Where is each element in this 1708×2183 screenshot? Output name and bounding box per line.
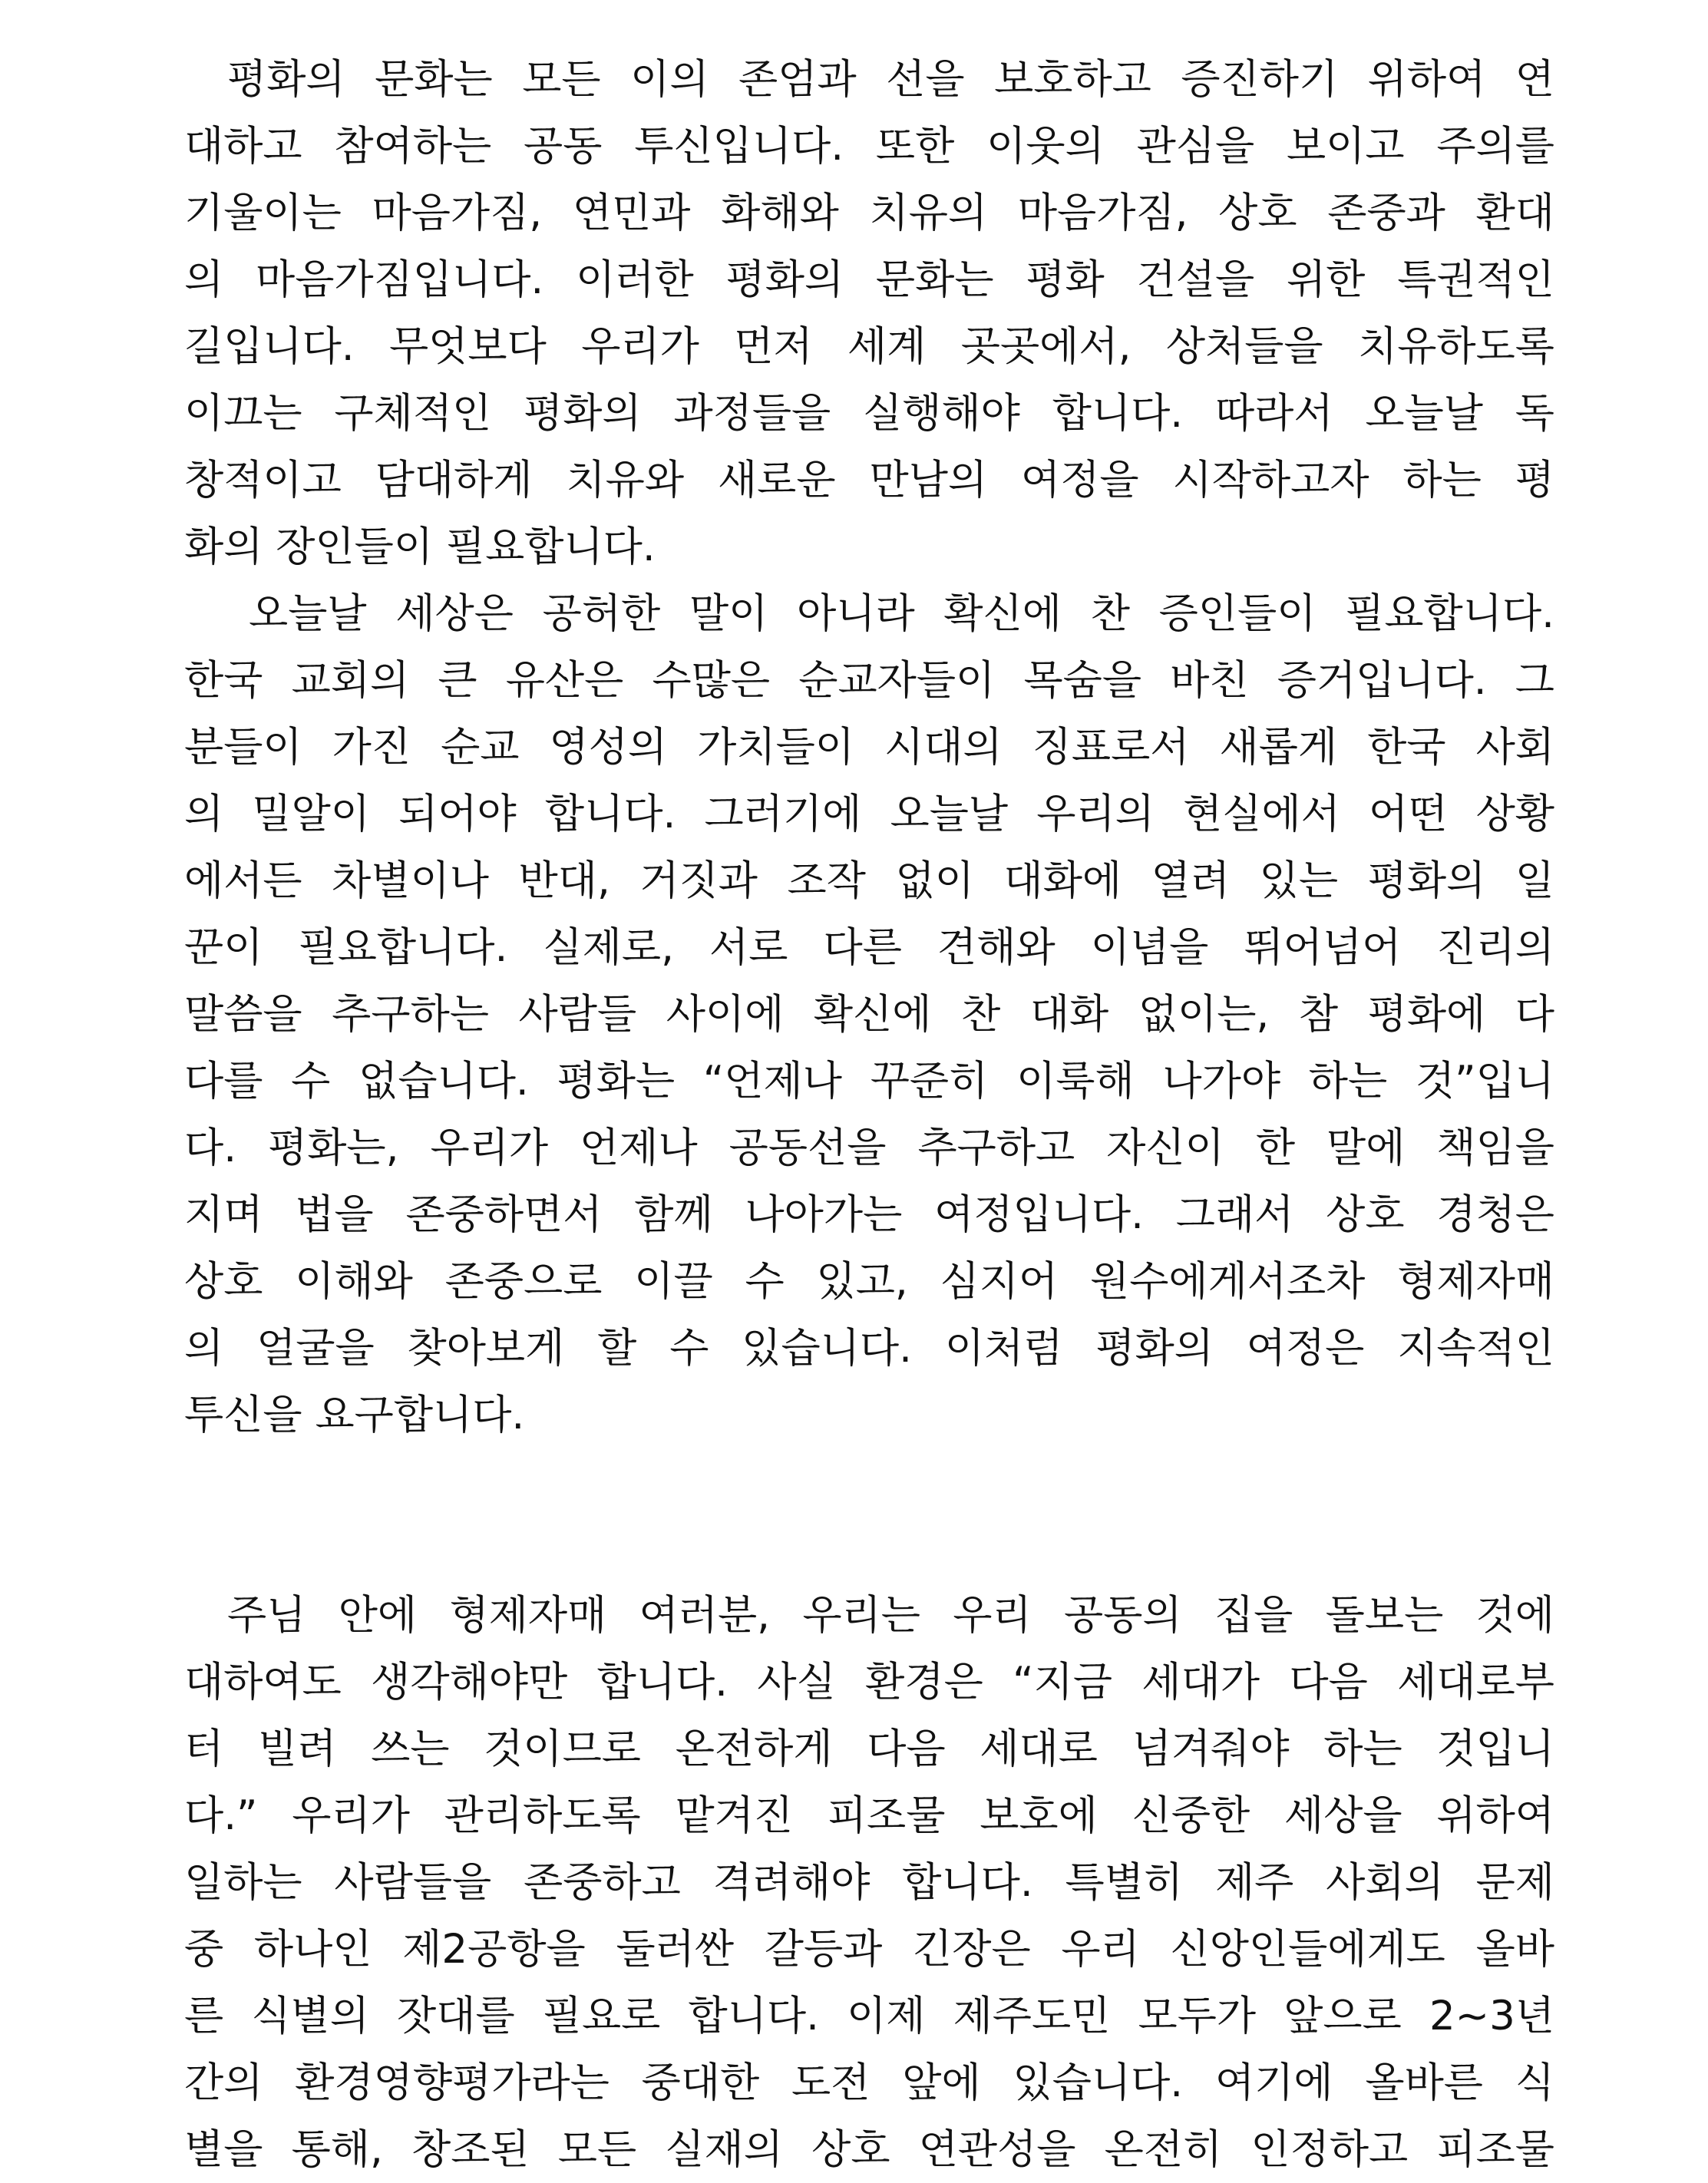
text-line: 다를 수 없습니다. 평화는 “언제나 꾸준히 이룩해 나가야 하는 것”입니 (184, 1058, 1554, 1105)
text-line: 이끄는 구체적인 평화의 과정들을 실행해야 합니다. 따라서 오늘날 독 (184, 390, 1554, 437)
text-line: 의 얼굴을 찾아보게 할 수 있습니다. 이처럼 평화의 여정은 지속적인 (184, 1325, 1554, 1372)
text-line: 오늘날 세상은 공허한 말이 아니라 확신에 찬 증인들이 필요합니다. (249, 590, 1554, 637)
paragraph-culture-of-peace (184, 46, 1554, 580)
text-line: 평화의 문화는 모든 이의 존엄과 선을 보호하고 증진하기 위하여 연 (227, 56, 1554, 103)
text-line: 꾼이 필요합니다. 실제로, 서로 다른 견해와 이념을 뛰어넘어 진리의 (184, 924, 1554, 971)
text-line: 말씀을 추구하는 사람들 사이에 확신에 찬 대화 없이는, 참 평화에 다 (184, 991, 1554, 1038)
text-line: 다. 평화는, 우리가 언제나 공동선을 추구하고 자신이 한 말에 책임을 (184, 1125, 1554, 1171)
text-line: 분들이 가진 순교 영성의 가치들이 시대의 징표로서 새롭게 한국 사회 (184, 724, 1554, 771)
text-line: 의 밀알이 되어야 합니다. 그러기에 오늘날 우리의 현실에서 어떤 상황 (184, 791, 1554, 837)
text-line: 투신을 요구합니다. (184, 1392, 525, 1438)
text-line: 주님 안에 형제자매 여러분, 우리는 우리 공동의 집을 돌보는 것에 (227, 1592, 1554, 1639)
text-line: 한국 교회의 큰 유산은 수많은 순교자들이 목숨을 바친 증거입니다. 그 (184, 657, 1554, 704)
text-line: 의 마음가짐입니다. 이러한 평화의 문화는 평화 건설을 위한 특권적인 (184, 256, 1554, 303)
text-line: 기울이는 마음가짐, 연민과 화해와 치유의 마음가짐, 상호 존중과 환대 (184, 190, 1554, 236)
paragraph-witnesses (184, 580, 1554, 1448)
text-line: 중 하나인 제2공항을 둘러싼 갈등과 긴장은 우리 신앙인들에게도 올바 (184, 1926, 1554, 1973)
paragraph-spacer (184, 1448, 1554, 1582)
text-line: 대하고 참여하는 공동 투신입니다. 또한 이웃의 관심을 보이고 주의를 (184, 123, 1554, 170)
text-line: 다.” 우리가 관리하도록 맡겨진 피조물 보호에 신중한 세상을 위하여 (184, 1792, 1554, 1839)
text-line: 창적이고 담대하게 치유와 새로운 만남의 여정을 시작하고자 하는 평 (184, 457, 1554, 504)
text-line: 별을 통해, 창조된 모든 실재의 상호 연관성을 온전히 인정하고 피조물 (184, 2126, 1554, 2173)
text-line: 지며 법을 존중하면서 함께 나아가는 여정입니다. 그래서 상호 경청은 (184, 1191, 1554, 1238)
text-line: 간의 환경영향평가라는 중대한 도전 앞에 있습니다. 여기에 올바른 식 (184, 2059, 1554, 2106)
text-line: 일하는 사람들을 존중하고 격려해야 합니다. 특별히 제주 사회의 문제 (184, 1859, 1554, 1906)
text-line: 길입니다. 무엇보다 우리가 먼저 세계 곳곳에서, 상처들을 치유하도록 (184, 323, 1554, 370)
text-line: 대하여도 생각해야만 합니다. 사실 환경은 “지금 세대가 다음 세대로부 (184, 1659, 1554, 1706)
paragraph-common-home (184, 1582, 1554, 2183)
text-line: 화의 장인들이 필요합니다. (184, 523, 656, 570)
text-line: 상호 이해와 존중으로 이끌 수 있고, 심지어 원수에게서조차 형제자매 (184, 1258, 1554, 1305)
document-page (184, 46, 1554, 2183)
text-line: 터 빌려 쓰는 것이므로 온전하게 다음 세대로 넘겨줘야 하는 것입니 (184, 1726, 1554, 1772)
text-line: 에서든 차별이나 반대, 거짓과 조작 없이 대화에 열려 있는 평화의 일 (184, 857, 1554, 904)
text-line: 른 식별의 잣대를 필요로 합니다. 이제 제주도민 모두가 앞으로 2~3년 (184, 1993, 1554, 2039)
